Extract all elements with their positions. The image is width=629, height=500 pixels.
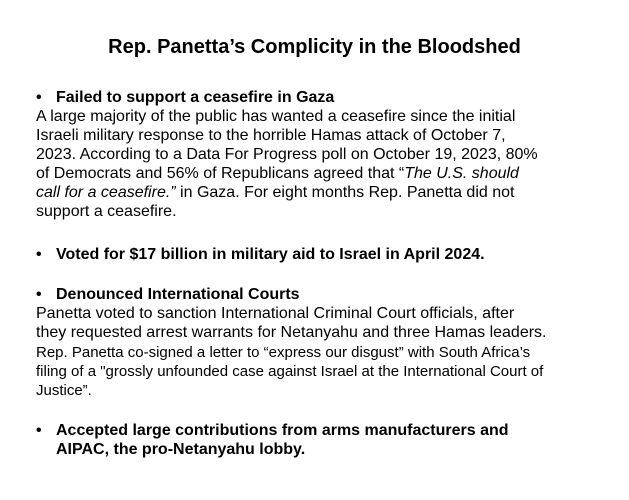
paragraph-text: of Democrats and 56% of Republicans agreed that “ bbox=[36, 165, 405, 182]
bullet-military-aid bbox=[36, 245, 616, 264]
paragraph-line: Justice”. bbox=[36, 382, 92, 399]
bullet-international-courts bbox=[36, 285, 616, 304]
paragraph-ceasefire bbox=[36, 107, 626, 221]
heading-line: Accepted large contributions from arms manufacturers and bbox=[56, 422, 509, 439]
bullet-point: • bbox=[36, 89, 42, 106]
paragraph-line: support a ceasefire. bbox=[36, 203, 177, 220]
quote-text-start: The U.S. should bbox=[404, 165, 519, 182]
quote-text-end: call for a ceasefire.” bbox=[36, 184, 176, 201]
bullet-point: • bbox=[36, 246, 42, 263]
section-heading-contributions bbox=[36, 421, 616, 459]
section-heading-military-aid: Voted for $17 billion in military aid to Israel in April 2024. bbox=[56, 246, 485, 263]
paragraph-letter bbox=[36, 343, 626, 400]
paragraph-line: Rep. Panetta co-signed a letter to “express our disgust” with South Africa’s bbox=[36, 344, 531, 361]
bullet-ceasefire bbox=[36, 88, 616, 107]
paragraph-line: Panetta voted to sanction International Criminal Court officials, after bbox=[36, 305, 515, 322]
paragraph-line bbox=[36, 164, 626, 183]
heading-line: AIPAC, the pro-Netanyahu lobby. bbox=[56, 441, 306, 458]
paragraph-text: in Gaza. For eight months Rep. Panetta did not bbox=[175, 184, 515, 201]
section-heading-ceasefire: Failed to support a ceasefire in Gaza bbox=[56, 89, 335, 106]
paragraph-international-courts bbox=[36, 304, 626, 342]
paragraph-line: A large majority of the public has wanted a ceasefire since the initial bbox=[36, 108, 516, 125]
paragraph-line: Israeli military response to the horrible Hamas attack of October 7, bbox=[36, 127, 506, 144]
paragraph-line: 2023. According to a Data For Progress poll on October 19, 2023, 80% bbox=[36, 146, 538, 163]
section-heading-international-courts: Denounced International Courts bbox=[56, 286, 300, 303]
paragraph-line bbox=[36, 183, 626, 202]
bullet-point: • bbox=[36, 422, 42, 439]
bullet-contributions bbox=[36, 421, 616, 459]
page-title: Rep. Panetta’s Complicity in the Bloodshed bbox=[108, 36, 521, 58]
paragraph-line: filing of a "grossly unfounded case against Israel at the International Court of bbox=[36, 363, 544, 380]
bullet-point: • bbox=[36, 286, 42, 303]
paragraph-line: they requested arrest warrants for Netanyahu and three Hamas leaders. bbox=[36, 324, 547, 341]
